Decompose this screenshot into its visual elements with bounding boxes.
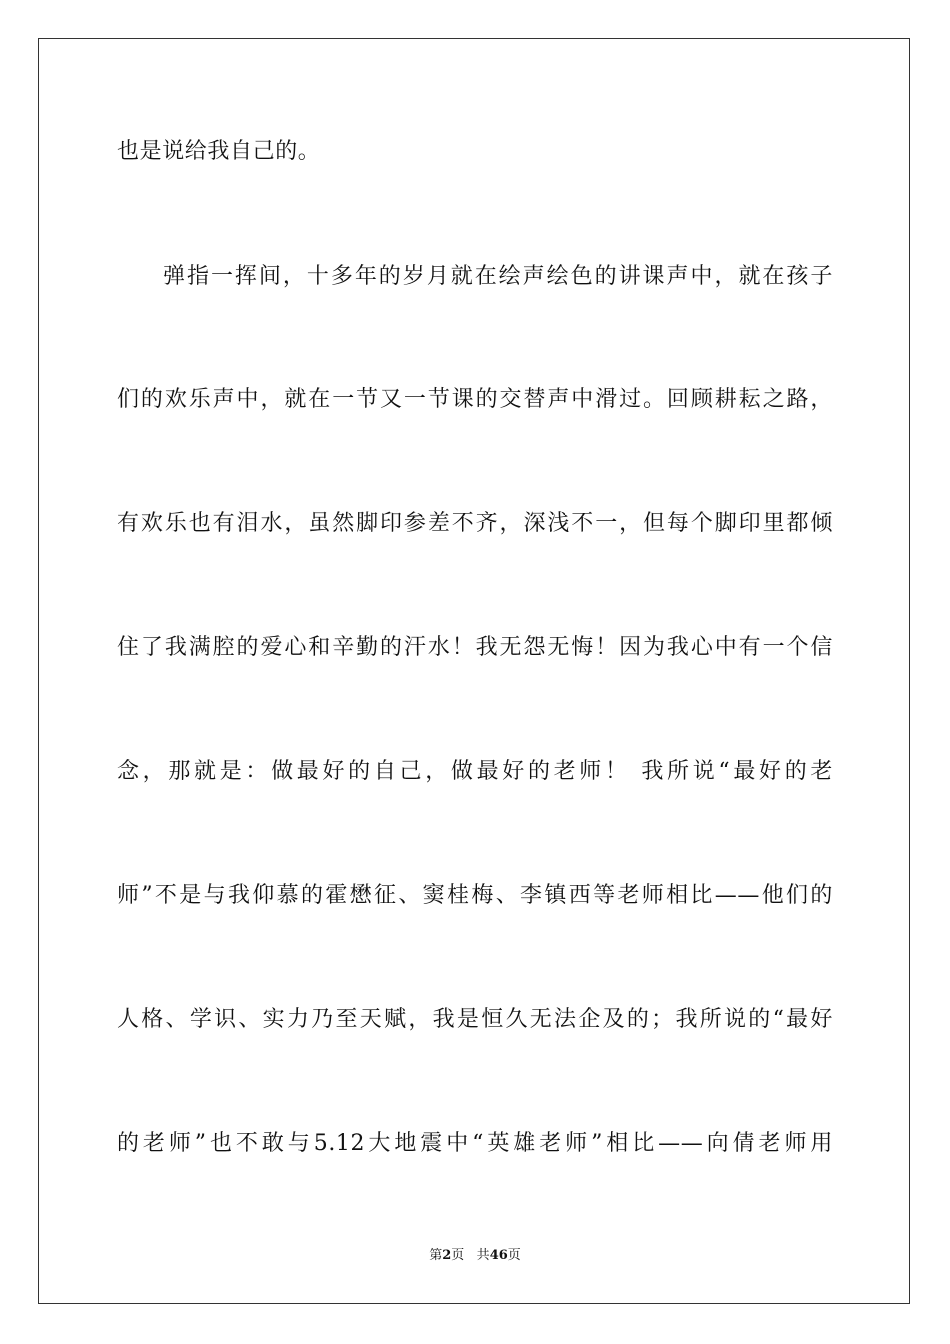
- text-line-3: 们的欢乐声中，就在一节又一节课的交替声中滑过。回顾耕耘之路，: [117, 387, 833, 412]
- page-frame: [38, 38, 910, 1304]
- text-line-7: 师”不是与我仰慕的霍懋征、窦桂梅、李镇西等老师相比——他们的: [117, 883, 833, 908]
- text-line-4: 有欢乐也有泪水，虽然脚印参差不齐，深浅不一，但每个脚印里都倾: [117, 511, 833, 536]
- total-suffix: 页: [507, 1248, 521, 1263]
- page-suffix: 页: [451, 1248, 465, 1263]
- total-pages: 46: [489, 1248, 508, 1263]
- text-line-1: 也是说给我自己的。: [117, 139, 321, 164]
- text-line-6: 念，那就是：做最好的自己，做最好的老师！ 我所说“最好的老: [117, 759, 833, 784]
- total-prefix: 共: [476, 1248, 490, 1263]
- text-line-5: 住了我满腔的爱心和辛勤的汗水！我无怨无悔！因为我心中有一个信: [117, 635, 833, 660]
- text-line-2: 弹指一挥间，十多年的岁月就在绘声绘色的讲课声中，就在孩子: [163, 264, 833, 289]
- page-prefix: 第: [429, 1248, 443, 1263]
- page-footer: [0, 1246, 950, 1266]
- text-line-8: 人格、学识、实力乃至天赋，我是恒久无法企及的；我所说的“最好: [117, 1007, 833, 1032]
- page-number: 2: [442, 1248, 452, 1263]
- text-line-9: 的老师”也不敢与5.12大地震中“英雄老师”相比——向倩老师用: [117, 1131, 833, 1156]
